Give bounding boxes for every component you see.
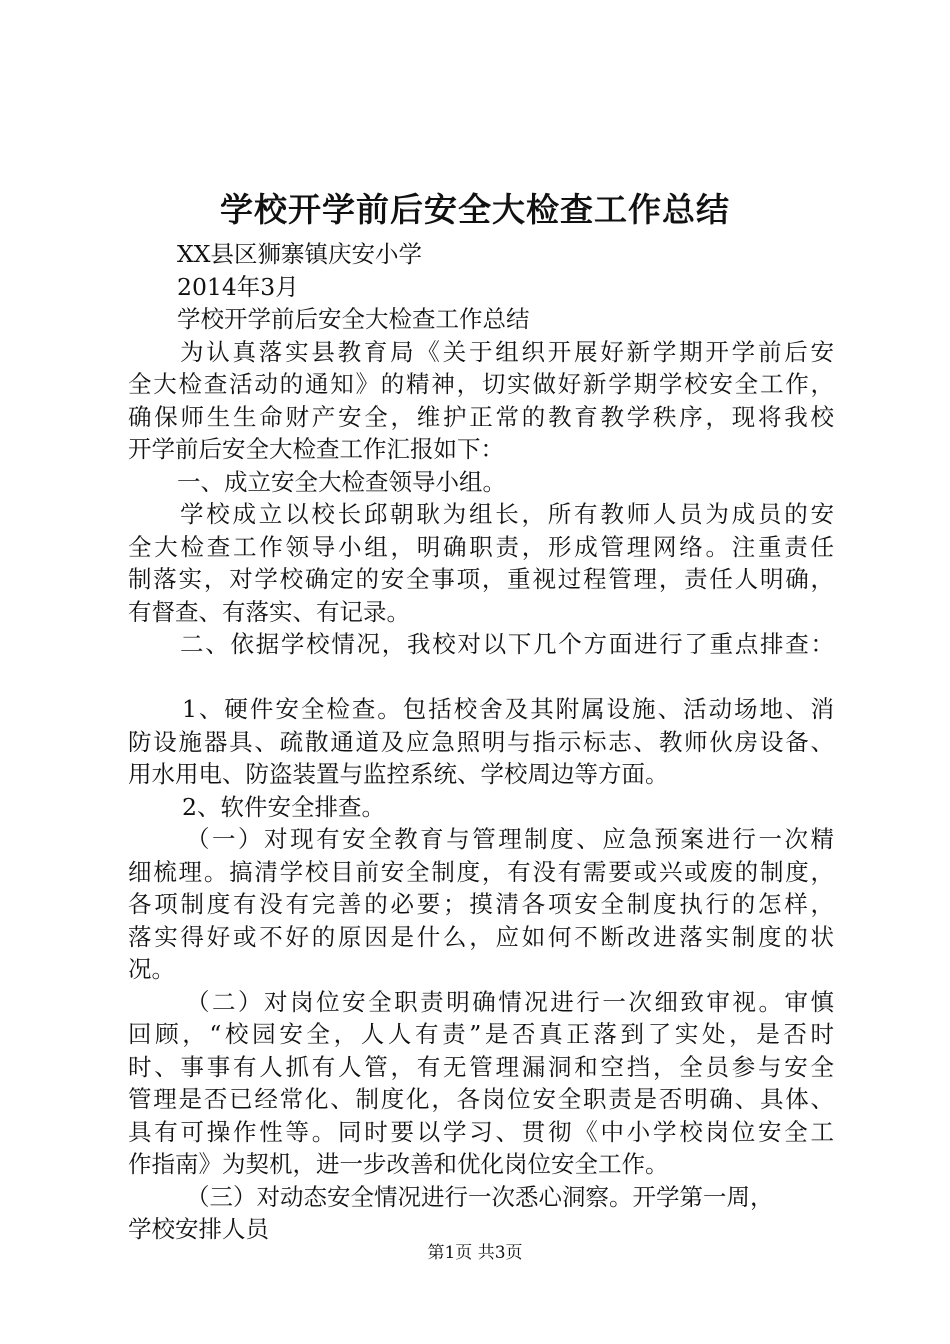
paragraph-line: 时、事事有人抓有人管，有无管理漏洞和空挡，全员参与安全 bbox=[128, 1052, 834, 1081]
paragraph-line: 作指南》为契机，进一步改善和优化岗位安全工作。 bbox=[128, 1150, 669, 1178]
paragraph-line: 制落实，对学校确定的安全事项，重视过程管理，责任人明确， bbox=[128, 565, 834, 593]
paragraph-line: 落实得好或不好的原因是什么，应如何不断改进落实制度的状 bbox=[128, 922, 834, 951]
paragraph-line: 学校成立以校长邱朝耿为组长，所有教师人员为成员的安 bbox=[180, 500, 834, 528]
document-body bbox=[128, 238, 834, 1246]
list-item: 1、硬件安全检查。包括校舍及其附属设施、活动场地、消 bbox=[182, 695, 834, 723]
paragraph-line: 为认真落实县教育局《关于组织开展好新学期开学前后安 bbox=[180, 337, 834, 366]
list-item: （三）对动态安全情况进行一次悉心洞察。开学第一周， bbox=[186, 1182, 774, 1211]
page-footer: 第1页 共3页 bbox=[427, 1243, 523, 1263]
date-line: 2014年3月 bbox=[177, 272, 299, 301]
list-item: （一）对现有安全教育与管理制度、应急预案进行一次精 bbox=[186, 825, 834, 853]
list-item: （二）对岗位安全职责明确情况进行一次细致审视。审慎 bbox=[186, 987, 834, 1016]
paragraph-line: 细梳理。搞清学校目前安全制度，有没有需要或兴或废的制度， bbox=[128, 857, 834, 886]
paragraph-line: 况。 bbox=[128, 955, 175, 983]
paragraph-line: 确保师生生命财产安全，维护正常的教育教学秩序，现将我校 bbox=[128, 402, 834, 431]
section-heading: 一、成立安全大检查领导小组。 bbox=[177, 467, 506, 496]
list-item: 2、软件安全排查。 bbox=[182, 792, 385, 821]
paragraph-line: 具有可操作性等。同时要以学习、贯彻《中小学校岗位安全工 bbox=[128, 1117, 834, 1146]
paragraph-line: 用水用电、防盗装置与监控系统、学校周边等方面。 bbox=[128, 760, 669, 788]
paragraph-line: 防设施器具、疏散通道及应急照明与指示标志、教师伙房设备、 bbox=[128, 727, 834, 756]
paragraph-line: 回顾，“校园安全，人人有责”是否真正落到了实处，是否时 bbox=[128, 1020, 834, 1048]
paragraph-line: 学校安排人员 bbox=[128, 1215, 269, 1243]
paragraph-line: 全大检查工作领导小组，明确职责，形成管理网络。注重责任 bbox=[128, 532, 834, 561]
school-name-line: XX县区狮寨镇庆安小学 bbox=[177, 240, 422, 268]
paragraph-line: 全大检查活动的通知》的精神，切实做好新学期学校安全工作， bbox=[128, 370, 834, 398]
paragraph-line: 开学前后安全大检查工作汇报如下： bbox=[128, 435, 504, 463]
section-heading: 二、依据学校情况，我校对以下几个方面进行了重点排查： bbox=[180, 630, 834, 658]
paragraph-line: 各项制度有没有完善的必要；摸清各项安全制度执行的怎样， bbox=[128, 890, 834, 918]
subtitle-line: 学校开学前后安全大检查工作总结 bbox=[177, 305, 530, 333]
blank-line bbox=[128, 661, 834, 694]
paragraph-line: 有督查、有落实、有记录。 bbox=[128, 597, 410, 626]
document-title: 学校开学前后安全大检查工作总结 bbox=[220, 190, 730, 229]
paragraph-line: 管理是否已经常化、制度化，各岗位安全职责是否明确、具体、 bbox=[128, 1085, 834, 1113]
